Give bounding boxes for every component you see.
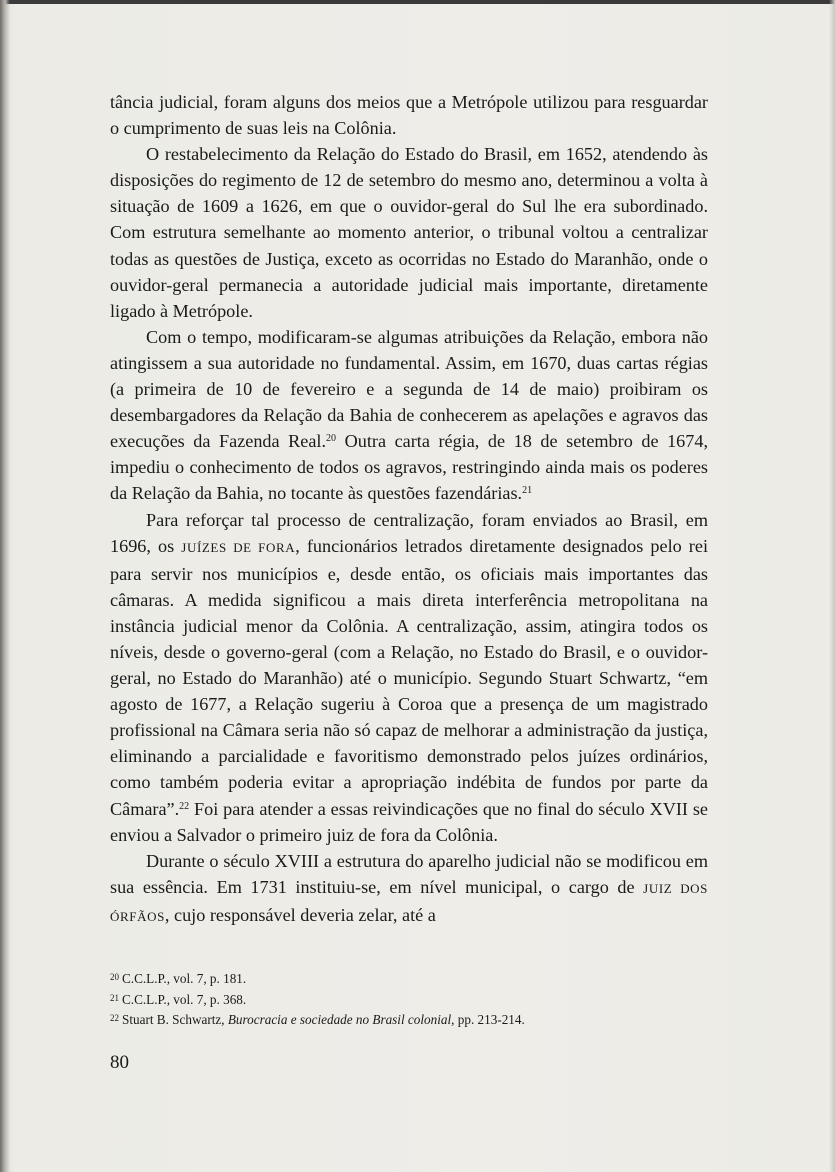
footnote-text: C.C.L.P., vol. 7, p. 368.: [122, 991, 247, 1007]
paragraph-text: , cujo responsável deveria zelar, até a: [164, 904, 436, 925]
scan-right-edge: [829, 0, 835, 1172]
scan-top-edge: [0, 0, 835, 4]
footnote-ref-21[interactable]: 21: [522, 485, 533, 497]
paragraph-juizes-de-fora: [110, 507, 708, 848]
footnote-text: C.C.L.P., vol. 7, p. 181.: [122, 971, 247, 986]
scan-left-edge: [0, 0, 10, 1172]
paragraph-continuation: tância judicial, foram alguns dos meios que a Metrópole utilizou para resguardar o cumprimento de suas leis na Colônia.: [110, 92, 708, 139]
page-number: 80: [110, 1052, 129, 1073]
footnote-text: , pp. 213-214.: [451, 1012, 525, 1027]
footnote-20: [110, 968, 708, 989]
footnote-22: [110, 1009, 708, 1030]
paragraph-text: Com o tempo, modificaram-se algumas atribuições da Relação, embora não atingissem a sua autoridade no fundamental. Assim, em 1670, duas cartas régias (a primeira de 10 de fevereiro e a segunda de 14 de maio) proibiram os desembargadores da Relação da Bahia de conhecerem as apelações e agravos das execuções da Fazenda Real.: [110, 326, 708, 452]
footnote-number: 22: [110, 1013, 119, 1023]
paragraph-text: Outra carta régia, de 18 de setembro de 1674, impediu o conhecimento de todos os agravos, restringindo ainda mais os poderes da Relação da Bahia, no tocante às questões fazendárias.: [110, 431, 708, 504]
footnotes: [110, 968, 708, 1030]
footnote-number: 21: [110, 992, 119, 1003]
paragraph-text: , funcionários letrados diretamente designados pelo rei para servir nos municípios e, desde então, os oficiais mais importantes das câmaras. A medida significou a mais direta interferência metropolitana na instância judicial menor da Colônia. A centralização, assim, atingira todos os níveis, desde o governo-geral (com a Relação, no Estado do Brasil, e o ouvidor-geral, no Estado do Maranhão) até o município. Segundo Stuart Schwartz, “em agosto de 1677, a Relação sugeriu à Coroa que a presença de um magistrado profissional na Câmara seria não só capaz de melhorar a administração da justiça, eliminando a parcialidade e favoritismo demonstrado pelos juízes ordinários, como também poderia evitar a apropriação indébita de fundos por parte da Câmara”.: [110, 535, 708, 819]
footnote-ref-20[interactable]: 20: [326, 433, 337, 445]
paragraph-text: Para reforçar tal processo de centralização, foram enviados ao Brasil, em 1696, os: [110, 509, 708, 556]
small-caps-term: JUIZ DOS ÓRFÃOS: [110, 880, 708, 924]
footnote-21: [110, 989, 708, 1010]
paragraph-text: Foi para atender a essas reivindicações que no final do século XVII se enviou a Salvador o primeiro juiz de fora da Colônia.: [110, 798, 708, 845]
paragraph-cartas-regias: [110, 324, 708, 507]
paragraph-relacao-1652: O restabelecimento da Relação do Estado do Brasil, em 1652, atendendo às disposições do regimento de 12 de setembro do mesmo ano, determinou a volta à situação de 1609 a 1626, em que o ouvidor-geral do Sul lhe era subordinado. Com estrutura semelhante ao momento anterior, o tribunal voltou a centralizar todas as questões de Justiça, exceto as ocorridas no Estado do Maranhão, onde o ouvidor-geral permanecia a autoridade judicial mais importante, diretamente ligado à Metrópole.: [110, 144, 708, 321]
footnote-number: 20: [110, 972, 119, 982]
small-caps-term: JUÍZES DE FORA: [181, 539, 296, 555]
paragraph-seculo-xviii: [110, 848, 708, 930]
footnote-ref-22[interactable]: 22: [179, 800, 190, 812]
footnote-text: Stuart B. Schwartz,: [122, 1012, 228, 1027]
footnote-book-title: Burocracia e sociedade no Brasil colonial: [227, 1012, 452, 1027]
body-text: [110, 89, 708, 930]
paragraph-text: Durante o século XVIII a estrutura do aparelho judicial não se modificou em sua essência. Em 1731 instituiu-se, em nível municipal, o cargo de: [110, 850, 708, 897]
